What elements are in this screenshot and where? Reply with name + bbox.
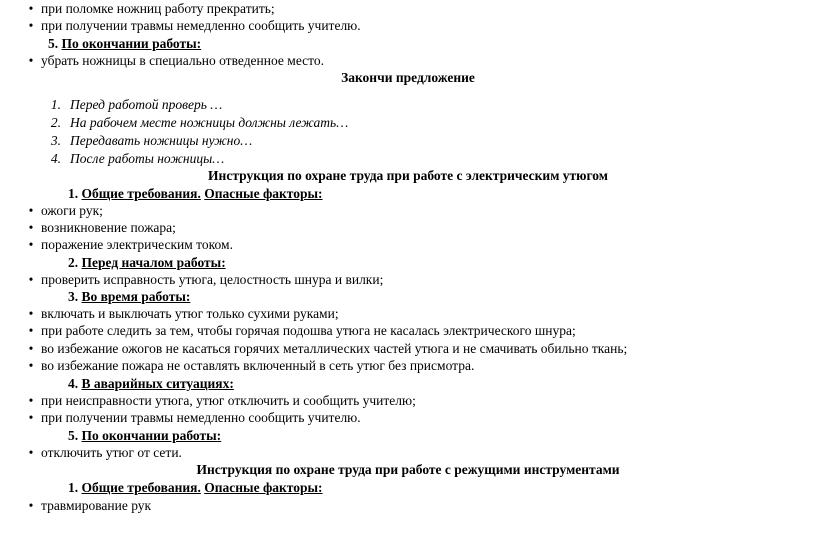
section-heading: 3. Во время работы: [68,289,191,304]
section-heading: 4. В аварийных ситуациях: [68,376,234,391]
bullet-icon: • [28,341,34,356]
bullet-icon: • [28,1,34,16]
bullet-icon: • [28,272,34,287]
section-title: Инструкция по охране труда при работе с режущими инструментами [196,462,620,477]
section-heading: 2. Перед началом работы: [68,255,226,270]
bullet-icon: • [28,358,34,373]
section-heading: 5. По окончании работы: [68,428,222,443]
bullet-icon: • [28,323,34,338]
bullet-icon: • [28,445,34,460]
bullet-icon: • [28,306,34,321]
section-heading: 1. Общие требования. Опасные факторы: [68,186,323,201]
bullet-icon: • [28,220,34,235]
section-heading: 5. По окончании работы: [48,36,202,51]
bullet-icon: • [28,393,34,408]
bullet-icon: • [28,498,34,513]
section-title: Закончи предложение [341,70,475,85]
section-title: Инструкция по охране труда при работе с электрическим утюгом [208,168,608,183]
section-heading: 1. Общие требования. Опасные факторы: [68,480,323,495]
bullet-icon: • [28,53,34,68]
bullet-icon: • [28,203,34,218]
bullet-icon: • [28,410,34,425]
bullet-icon: • [28,18,34,33]
bullet-icon: • [28,237,34,252]
